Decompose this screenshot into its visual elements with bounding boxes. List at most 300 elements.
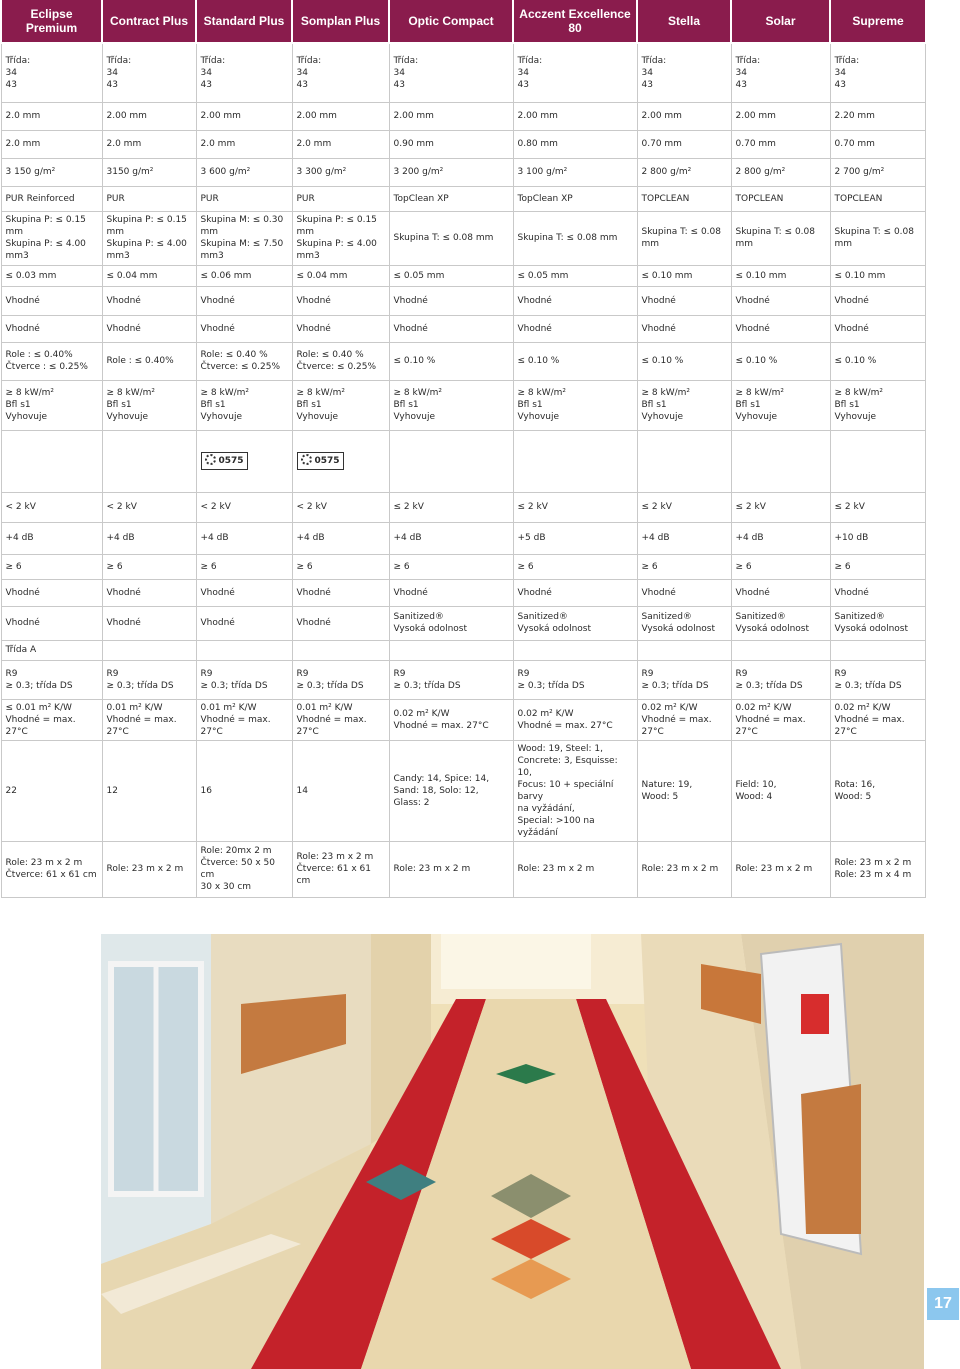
table-cell [389,130,513,158]
cell-line: Vhodné [834,587,869,598]
cell-line: na vyžádání, [517,803,575,814]
cell-line: Bfl s1 [834,400,860,410]
table-cell [830,211,925,265]
product-header-2: Standard Plus [196,0,292,43]
table-cell [513,43,637,102]
cell-line: Vysoká odolnost [517,624,592,634]
cell-line: 0.02 m² K/W [735,702,792,713]
cell-line: R9 [517,668,530,679]
table-cell [513,699,637,740]
cell-line: 34 [5,67,17,78]
cell-line: Vhodné = max. 27°C [735,714,806,737]
table-cell [389,286,513,315]
cell-line: Vhodné [200,587,235,598]
cell-line: Bfl s1 [5,400,31,410]
table-cell [196,640,292,660]
table-cell [513,606,637,640]
table-row [1,740,925,841]
table-cell [1,186,102,211]
cell-line: ≥ 6 [517,561,534,572]
cell-line: Vyhovuje [296,412,339,422]
table-cell [637,286,731,315]
table-row [1,380,925,430]
table-cell [292,186,389,211]
cell-line: Vyhovuje [735,412,778,422]
cell-line: Vhodné [106,323,141,334]
cell-line: 0.01 m² K/W [106,702,163,713]
cell-line: Sanitized® [641,612,692,622]
table-cell [830,102,925,130]
cell-line: 43 [393,79,405,90]
cell-line: Skupina P: ≤ 4.00 mm3 [5,239,86,261]
cell-line: ≤ 0.10 mm [834,270,886,281]
cell-line: Bfl s1 [735,400,761,410]
cell-line: Vhodné [296,295,331,306]
table-cell [637,130,731,158]
cell-line: Třída: [735,55,761,66]
gear-icon [205,454,216,465]
table-cell [196,492,292,522]
table-cell [102,158,196,186]
cell-line: Vhodné [5,618,40,628]
cell-line: Čtverce: 61 x 61 cm [5,870,97,880]
page-number: 17 [927,1288,959,1320]
cell-line: R9 [200,668,213,679]
cell-line: Role: 23 m x 2 m [106,864,184,874]
table-cell [513,380,637,430]
table-cell [196,158,292,186]
cell-line: ≤ 0.01 m² K/W [5,702,72,713]
cell-line: Role : ≤ 0.40% [5,350,73,360]
cell-line: 3 300 g/m² [296,167,347,177]
cell-line: ≥ 8 kW/m² [735,388,785,398]
cell-line: Bfl s1 [200,400,226,410]
table-cell [196,265,292,286]
cell-line: ≥ 0.3; třída DS [106,680,174,691]
cell-line: 43 [5,79,17,90]
table-cell [196,606,292,640]
table-row [1,158,925,186]
table-cell [196,554,292,579]
cell-line: 43 [517,79,529,90]
cell-line: Vyhovuje [517,412,560,422]
cell-line: Role: 23 m x 2 m [834,858,912,868]
product-header-3: Somplan Plus [292,0,389,43]
cell-line: 3 100 g/m² [517,167,568,177]
table-cell [292,606,389,640]
cell-line: 2.0 mm [5,139,41,149]
cell-line: Vhodné = max. 27°C [393,720,489,731]
cell-line: Vyhovuje [200,412,243,422]
table-cell [830,522,925,554]
cell-line: 0.02 m² K/W [393,708,450,719]
table-cell [389,660,513,699]
cell-line: Vysoká odolnost [641,624,716,634]
cell-line: 2.00 mm [735,111,776,121]
table-cell [292,660,389,699]
table-cell [292,158,389,186]
table-row [1,130,925,158]
table-cell [637,342,731,380]
certification-number: 0575 [314,456,340,466]
table-cell [637,492,731,522]
table-cell [637,740,731,841]
cell-line: Vhodné = max. 27°C [5,714,76,737]
cell-line: ≥ 6 [834,561,851,572]
cell-line: Bfl s1 [641,400,667,410]
cell-line: ≥ 0.3; třída DS [834,680,902,691]
table-cell [1,699,102,740]
table-cell [292,740,389,841]
table-cell [196,522,292,554]
table-cell [637,606,731,640]
certification-badge [201,452,248,470]
cell-line: Sanitized® [834,612,885,622]
cell-line: R9 [5,668,18,679]
table-cell [830,606,925,640]
cell-line: Vhodné [393,323,428,334]
cell-line: Vhodné [641,587,676,598]
cell-line: 2.00 mm [106,111,147,121]
cell-line: Vhodné [735,295,770,306]
cell-line: Vhodné [5,295,40,306]
table-cell [731,841,830,897]
cell-line: 0.02 m² K/W [834,702,891,713]
cell-line: Skupina T: ≤ 0.08 mm [393,233,494,243]
table-cell [292,380,389,430]
table-cell [1,342,102,380]
table-cell [830,130,925,158]
cell-line: ≤ 2 kV [393,502,424,512]
cell-line: Role: 23 m x 2 m [517,864,595,874]
cell-line: Vhodné [735,323,770,334]
cell-line: 34 [200,67,212,78]
table-cell [731,606,830,640]
table-cell [1,43,102,102]
product-header-5: Acczent Excellence 80 [513,0,637,43]
cell-line: ≤ 2 kV [641,502,672,512]
cell-line: Field: 10, [735,779,777,790]
cell-line: 43 [834,79,846,90]
cell-line: 2 800 g/m² [735,167,786,177]
cell-line: 3 150 g/m² [5,167,56,177]
table-cell [102,606,196,640]
cell-line: TOPCLEAN [834,193,883,204]
table-cell [292,265,389,286]
cell-line: Role : ≤ 0.40% [106,356,174,366]
cell-line: PUR Reinforced [5,193,75,204]
cell-line: 16 [200,785,212,796]
table-cell [731,699,830,740]
cell-line: Special: >100 na vyžádání [517,815,595,838]
cell-line: 34 [296,67,308,78]
cell-line: 34 [735,67,747,78]
cell-line: Role: 23 m x 2 m [393,864,471,874]
table-cell [102,554,196,579]
table-cell [513,430,637,492]
cell-line: ≥ 8 kW/m² [200,388,250,398]
cell-line: 2.00 mm [296,111,337,121]
cell-line: R9 [106,668,119,679]
table-cell [830,265,925,286]
spec-table-body [1,43,925,897]
cell-line: Čtverce : ≤ 0.25% [5,362,88,372]
cell-line: Vhodné [517,587,552,598]
cell-line: 14 [296,785,308,796]
table-cell [1,380,102,430]
cell-line: ≥ 0.3; třída DS [296,680,364,691]
table-cell [102,211,196,265]
table-cell [102,492,196,522]
cell-line: R9 [393,668,406,679]
cell-line: ≥ 6 [296,561,313,572]
table-cell [830,740,925,841]
cell-line: Wood: 5 [834,791,872,802]
table-cell [389,342,513,380]
table-cell [513,660,637,699]
cell-line: 0.70 mm [735,139,776,149]
cell-line: ≥ 8 kW/m² [834,388,884,398]
table-cell [102,660,196,699]
table-cell [830,186,925,211]
cell-line: +5 dB [517,533,546,543]
cell-line: Vhodné = max. 27°C [834,714,905,737]
table-cell [389,640,513,660]
table-cell [830,579,925,606]
cell-line: R9 [735,668,748,679]
table-cell [1,265,102,286]
cell-line: Skupina P: ≤ 0.15 mm [5,215,86,237]
cell-line: 0.80 mm [517,139,558,149]
table-cell [1,606,102,640]
table-cell [731,640,830,660]
product-header-4: Optic Compact [389,0,513,43]
table-cell [292,699,389,740]
cell-line: Čtverce: ≤ 0.25% [296,362,377,372]
cell-line: Třída A [5,645,37,655]
table-cell [637,554,731,579]
cell-line: ≥ 0.3; třída DS [200,680,268,691]
table-cell [102,342,196,380]
gear-icon [301,454,312,465]
cell-line: 3 200 g/m² [393,167,444,177]
cell-line: Vysoká odolnost [393,624,468,634]
cell-line: ≥ 0.3; třída DS [5,680,73,691]
cell-line: Sand: 18, Solo: 12, Glass: 2 [393,785,479,808]
table-row [1,841,925,897]
table-cell [292,841,389,897]
table-cell [196,380,292,430]
table-cell [292,315,389,342]
cell-line: Třída: [641,55,667,66]
cell-line: ≤ 2 kV [517,502,548,512]
cell-line: Čtverce: ≤ 0.25% [200,362,281,372]
table-cell [389,841,513,897]
cell-line: Vhodné = max. 27°C [641,714,712,737]
cell-line: 34 [834,67,846,78]
table-cell [830,158,925,186]
cell-line: ≥ 0.3; třída DS [641,680,709,691]
table-row [1,342,925,380]
table-cell [513,740,637,841]
table-cell [830,315,925,342]
cell-line: Bfl s1 [517,400,543,410]
cell-line: Sanitized® [735,612,786,622]
cell-line: Skupina P: ≤ 4.00 mm3 [296,239,377,261]
table-cell [389,102,513,130]
cell-line: 2.20 mm [834,111,875,121]
cell-line: 2 700 g/m² [834,167,885,177]
cell-line: 3150 g/m² [106,167,154,177]
table-cell [389,211,513,265]
cell-line: ≤ 0.10 % [735,356,778,366]
table-cell [196,130,292,158]
cell-line: Skupina M: ≤ 7.50 mm3 [200,239,284,261]
table-cell [389,740,513,841]
table-cell [513,841,637,897]
cell-line: Skupina T: ≤ 0.08 mm [834,227,914,249]
cell-line: ≤ 0.06 mm [200,270,252,281]
cell-line: Čtverce: 61 x 61 cm [296,864,372,886]
cell-line: Role: 23 m x 4 m [834,870,912,880]
cell-line: ≥ 8 kW/m² [5,388,55,398]
cell-line: ≤ 0.10 % [517,356,560,366]
table-cell [637,430,731,492]
cell-line: Vhodné [641,295,676,306]
table-cell [731,186,830,211]
cell-line: Vyhovuje [641,412,684,422]
table-cell [1,841,102,897]
cell-line: Role: 23 m x 2 m [735,864,813,874]
table-cell [196,286,292,315]
cell-line: Vhodné [735,587,770,598]
cell-line: Vysoká odolnost [834,624,909,634]
table-cell [513,286,637,315]
table-cell [731,579,830,606]
cell-line: 2.0 mm [200,139,236,149]
table-cell [513,158,637,186]
cell-line: ≤ 0.04 mm [296,270,348,281]
table-row [1,211,925,265]
cell-line: ≤ 0.03 mm [5,270,57,281]
cell-line: ≤ 0.04 mm [106,270,158,281]
cell-line: Vhodné [517,295,552,306]
table-row [1,43,925,102]
table-cell [731,265,830,286]
cell-line: ≤ 2 kV [735,502,766,512]
table-cell [196,342,292,380]
cell-line: ≥ 8 kW/m² [641,388,691,398]
table-cell [513,554,637,579]
table-cell [102,740,196,841]
cell-line: 12 [106,785,118,796]
table-cell [102,430,196,492]
cell-line: ≥ 6 [393,561,410,572]
table-row [1,315,925,342]
table-cell [102,579,196,606]
table-cell [1,492,102,522]
table-cell [731,342,830,380]
certification-number: 0575 [218,456,244,466]
table-row [1,492,925,522]
cell-line: Nature: 19, [641,779,693,790]
table-cell [1,211,102,265]
cell-line: Skupina P: ≤ 0.15 mm [296,215,377,237]
cell-line: Role: 20mx 2 m [200,846,272,856]
table-cell [196,579,292,606]
table-cell [731,43,830,102]
table-cell [196,315,292,342]
cell-line: Bfl s1 [106,400,132,410]
cell-line: R9 [641,668,654,679]
table-cell [513,579,637,606]
table-cell [389,492,513,522]
table-cell [102,102,196,130]
cell-line: +4 dB [200,533,229,543]
table-cell [1,286,102,315]
cell-line: PUR [296,193,315,204]
table-cell [102,265,196,286]
cell-line: Vhodné [106,587,141,598]
cell-line: Vhodné = max. 27°C [200,714,271,737]
table-cell [292,522,389,554]
cell-line: TopClean XP [393,193,449,204]
cell-line: 2.00 mm [200,111,241,121]
table-cell [830,286,925,315]
cell-line: TOPCLEAN [641,193,690,204]
table-cell [292,130,389,158]
table-cell [830,660,925,699]
cell-line: 0.02 m² K/W [517,708,574,719]
cell-line: Bfl s1 [296,400,322,410]
cell-line: Skupina M: ≤ 0.30 mm [200,215,284,237]
cell-line: Vhodné [517,323,552,334]
cell-line: +4 dB [5,533,34,543]
table-cell [292,430,389,492]
cell-line: ≥ 6 [5,561,22,572]
cell-line: Bfl s1 [393,400,419,410]
table-cell [731,158,830,186]
cell-line: Skupina T: ≤ 0.08 mm [641,227,721,249]
cell-line: 34 [641,67,653,78]
table-row [1,660,925,699]
cell-line: Concrete: 3, Esquisse: 10, [517,755,618,778]
cell-line: Vhodné [834,295,869,306]
table-cell [637,43,731,102]
cell-line: 0.90 mm [393,139,434,149]
table-cell [830,380,925,430]
cell-line: Role: 23 m x 2 m [296,852,374,862]
table-row [1,554,925,579]
cell-line: Třída: [200,55,226,66]
cell-line: 43 [296,79,308,90]
table-cell [637,158,731,186]
cell-line: Třída: [393,55,419,66]
table-cell [196,660,292,699]
cell-line: Skupina P: ≤ 4.00 mm3 [106,239,187,261]
table-row [1,265,925,286]
table-cell [513,640,637,660]
table-cell [513,130,637,158]
cell-line: Vhodné = max. 27°C [106,714,177,737]
cell-line: Třída: [296,55,322,66]
table-cell [637,579,731,606]
cell-line: Vyhovuje [106,412,149,422]
table-cell [637,660,731,699]
cell-line: 34 [393,67,405,78]
corridor-photo [101,934,924,1369]
cell-line: Vhodné [200,295,235,306]
